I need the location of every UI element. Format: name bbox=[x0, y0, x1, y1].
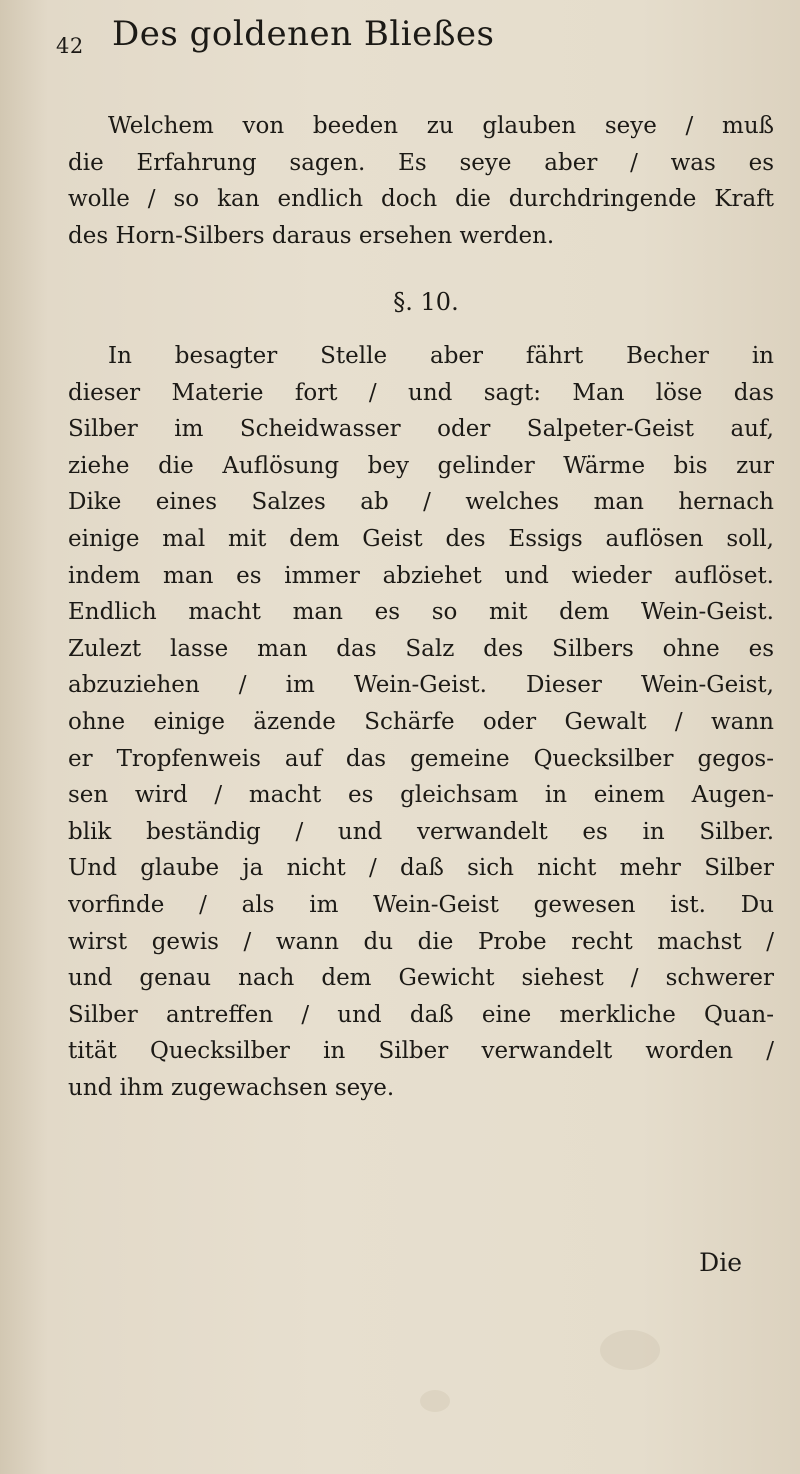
text-line: Endlich macht man es so mit dem Wein-Geist. bbox=[68, 599, 774, 626]
text-line: des Horn-Silbers daraus ersehen werden. bbox=[68, 222, 555, 249]
text-line: tität Quecksilber in Silber verwandelt worden / bbox=[68, 1038, 774, 1065]
text-line: und genau nach dem Gewicht siehest / schwerer bbox=[68, 965, 774, 992]
paragraph-intro bbox=[68, 108, 774, 254]
text-line: Zulezt lasse man das Salz des Silbers ohne es bbox=[68, 635, 774, 662]
text-line: vorfinde / als im Wein-Geist gewesen ist. Du bbox=[68, 891, 774, 918]
text-line: In besagter Stelle aber fährt Becher in bbox=[108, 343, 774, 369]
section-heading: §. 10. bbox=[393, 288, 459, 316]
page-header bbox=[0, 12, 800, 72]
paper-stain bbox=[600, 1330, 660, 1370]
text-line: wolle / so kan endlich doch die durchdringende Kraft bbox=[68, 186, 774, 213]
text-line: Und glaube ja nicht / daß sich nicht mehr Silber bbox=[68, 855, 774, 882]
text-line: sen wird / macht es gleichsam in einem Augen- bbox=[68, 782, 774, 809]
text-line: einige mal mit dem Geist des Essigs auflösen soll, bbox=[68, 525, 774, 552]
text-line: wirst gewis / wann du die Probe recht machst / bbox=[68, 928, 774, 955]
text-line: und ihm zugewachsen seye. bbox=[68, 1074, 395, 1101]
text-line: Welchem von beeden zu glauben seye / muß bbox=[108, 113, 774, 139]
catchword: Die bbox=[699, 1248, 742, 1277]
text-line: er Tropfenweis auf das gemeine Quecksilber gegos- bbox=[68, 745, 774, 772]
page-number: 42 bbox=[56, 34, 84, 58]
text-line: Dike eines Salzes ab / welches man hernach bbox=[68, 489, 774, 516]
paragraph-main bbox=[68, 338, 774, 1106]
text-line: die Erfahrung sagen. Es seye aber / was es bbox=[68, 149, 774, 176]
text-line: ziehe die Auflösung bey gelinder Wärme bis zur bbox=[68, 452, 774, 479]
text-line: blik beständig / und verwandelt es in Silber. bbox=[68, 818, 774, 845]
text-line: ohne einige äzende Schärfe oder Gewalt / wann bbox=[68, 708, 774, 735]
text-line: Silber im Scheidwasser oder Salpeter-Geist auf, bbox=[68, 416, 774, 443]
text-line: dieser Materie fort / und sagt: Man löse das bbox=[68, 379, 774, 406]
text-line: Silber antreffen / und daß eine merkliche Quan- bbox=[68, 1001, 774, 1028]
paper-stain bbox=[420, 1390, 450, 1412]
text-line: indem man es immer abziehet und wieder auflöset. bbox=[68, 562, 774, 589]
text-line: abzuziehen / im Wein-Geist. Dieser Wein-Geist, bbox=[68, 672, 774, 699]
running-head: Des goldenen Bließes bbox=[112, 14, 495, 54]
